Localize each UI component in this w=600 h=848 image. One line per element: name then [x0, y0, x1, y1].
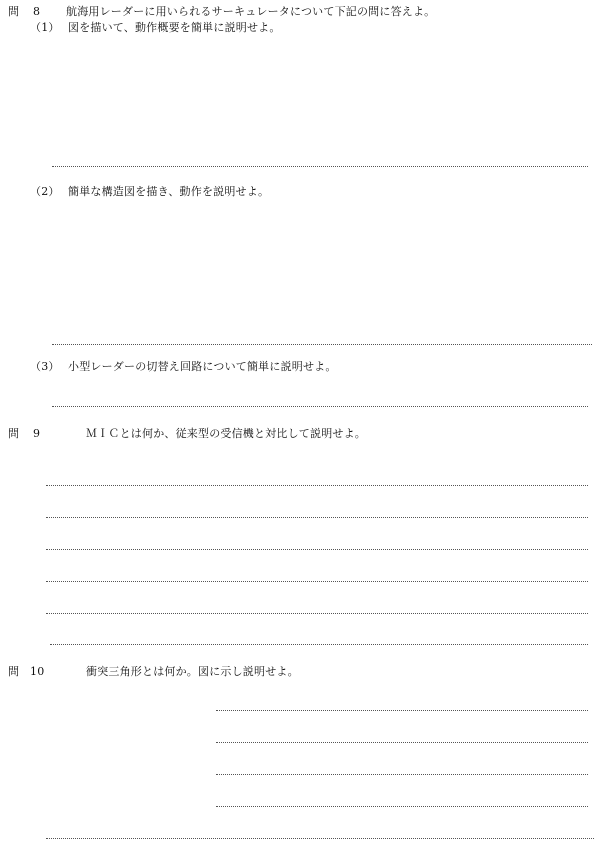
q9-answer-line-2[interactable] [46, 517, 588, 518]
q10-answer-line-2[interactable] [216, 742, 588, 743]
q10-answer-line-3[interactable] [216, 774, 588, 775]
q9-answer-line-5[interactable] [46, 613, 588, 614]
q8-question-text: 航海用レーダーに用いられるサーキュレータについて下記の問に答えよ。 [66, 5, 436, 18]
q9-answer-line-1[interactable] [46, 485, 588, 486]
q8-sub3-text: 小型レーダーの切替え回路について簡単に説明せよ。 [68, 360, 337, 373]
q8-sub3-number: （3） [30, 360, 60, 373]
q9-answer-line-3[interactable] [46, 549, 588, 550]
q8-sub1-text: 図を描いて、動作概要を簡単に説明せよ。 [68, 21, 281, 34]
q8-number: 8 [33, 5, 41, 18]
q8-sub1-number: （1） [30, 21, 60, 34]
q9-answer-line-4[interactable] [46, 581, 588, 582]
q8-sub3-answer-line[interactable] [52, 406, 588, 407]
q9-answer-line-6[interactable] [50, 644, 588, 645]
q10-answer-line-5[interactable] [46, 838, 594, 839]
q10-question-text: 衝突三角形とは何か。図に示し説明せよ。 [86, 665, 299, 678]
q8-sub2-number: （2） [30, 185, 60, 198]
q8-label: 問 [8, 5, 20, 18]
q10-label: 問 [8, 665, 20, 678]
q10-answer-line-4[interactable] [216, 806, 588, 807]
q8-sub2-answer-line[interactable] [52, 344, 592, 345]
q9-number: 9 [33, 427, 41, 440]
q9-label: 問 [8, 427, 20, 440]
q10-number: 10 [30, 665, 45, 678]
q9-question-text: ＭＩＣとは何か、従来型の受信機と対比して説明せよ。 [86, 427, 366, 440]
q8-sub2-text: 簡単な構造図を描き、動作を説明せよ。 [68, 185, 270, 198]
q8-sub1-answer-line[interactable] [52, 166, 588, 167]
q10-answer-line-1[interactable] [216, 710, 588, 711]
